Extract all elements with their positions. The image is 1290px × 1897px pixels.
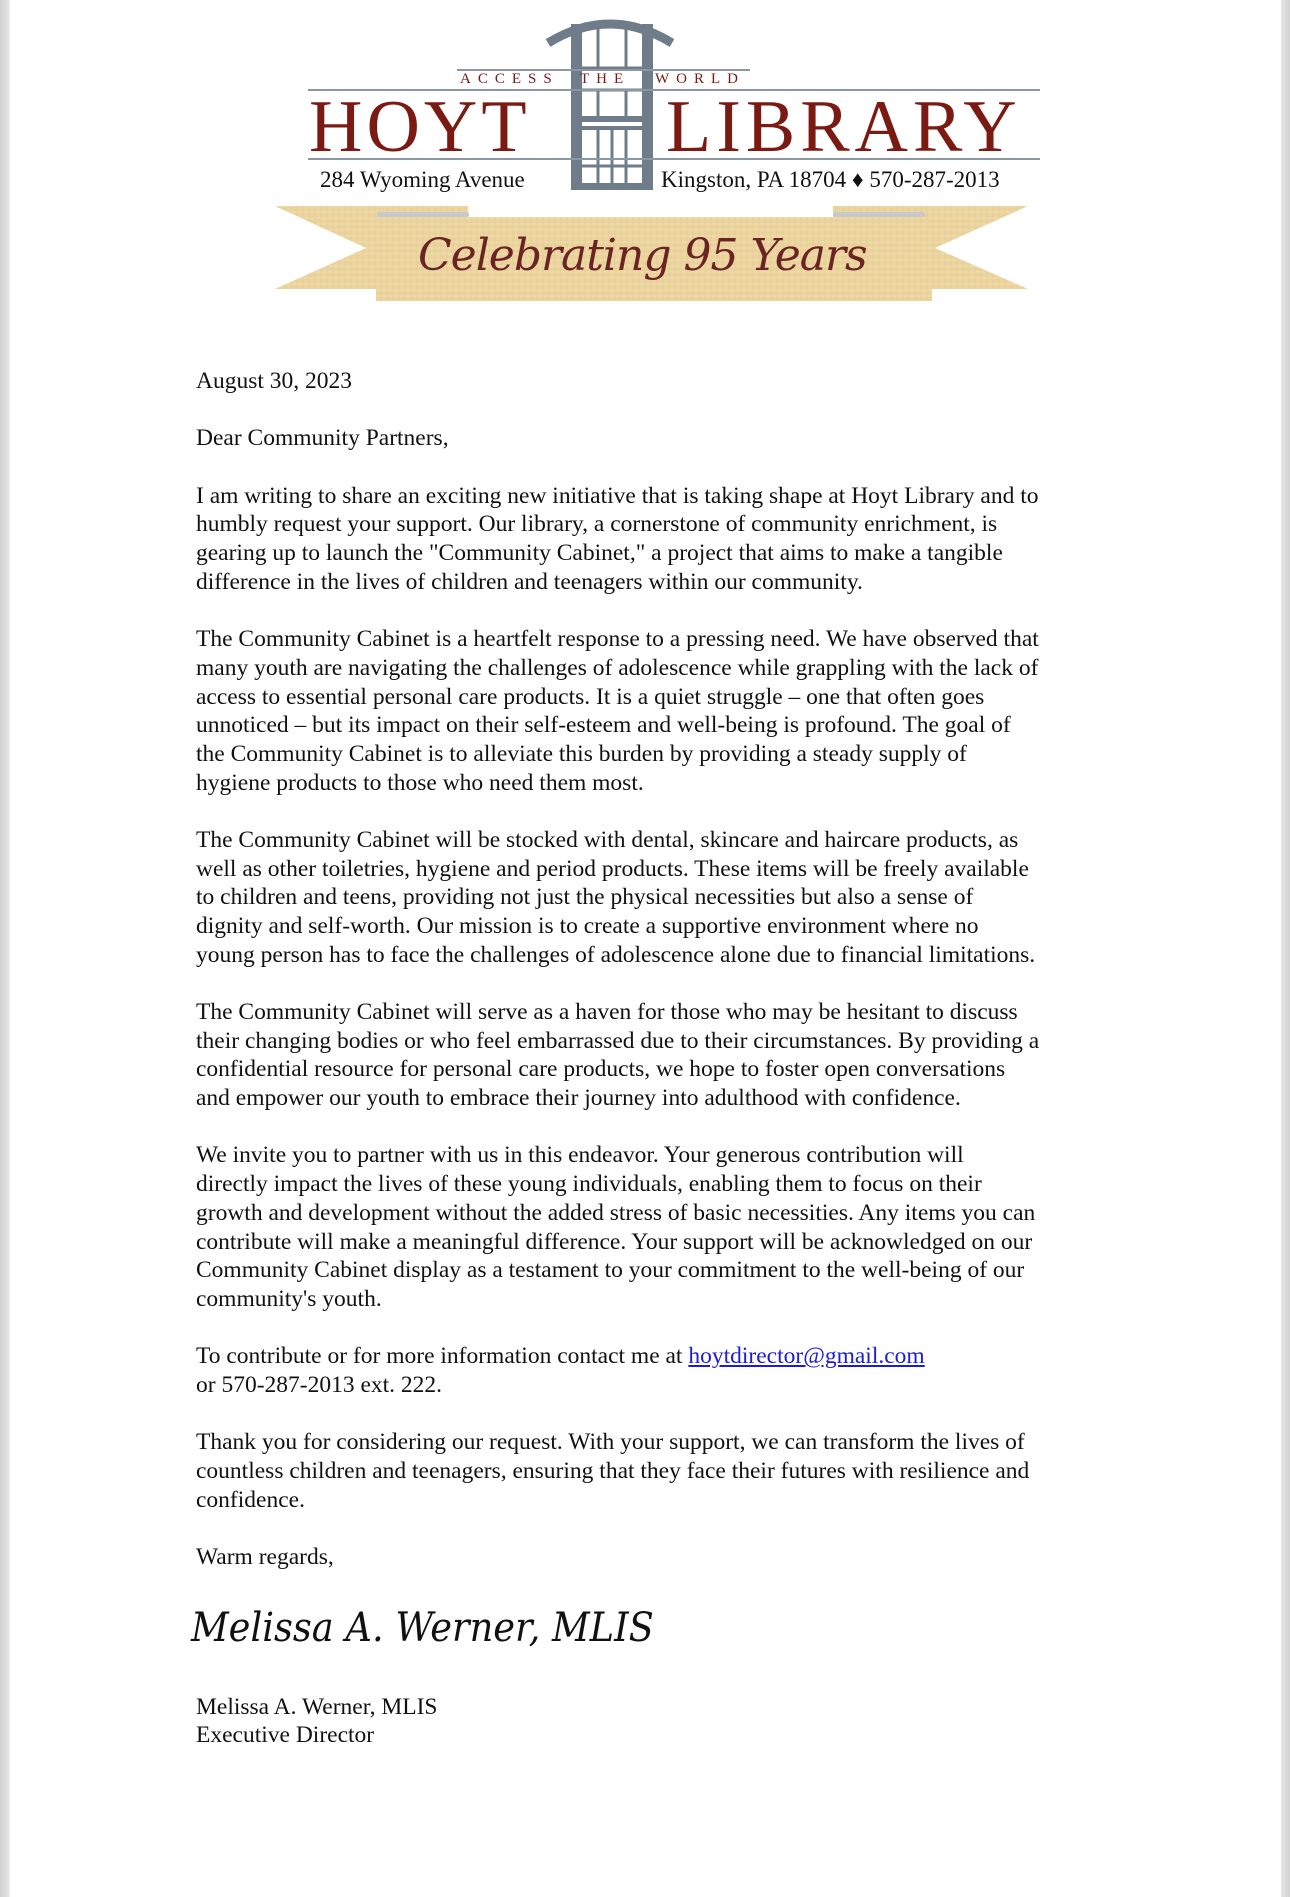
letter-body <box>196 367 1096 1600</box>
text-line: difference in the lives of children and teenagers within our community. <box>196 568 863 595</box>
salutation: Dear Community Partners, <box>196 425 449 452</box>
text-line: dignity and self-worth. Our mission is to create a supportive environment where no <box>196 913 979 939</box>
signature-block <box>196 1693 438 1749</box>
city-phone: Kingston, PA 18704 ♦ 570-287-2013 <box>661 167 1000 192</box>
letter-date: August 30, 2023 <box>196 368 353 394</box>
text-line: community's youth. <box>196 1285 382 1312</box>
valediction: Warm regards, <box>196 1544 334 1571</box>
letterhead <box>0 0 1290 310</box>
contact-prefix: To contribute or for more information contact me at <box>196 1343 689 1370</box>
text-line: countless children and teenagers, ensuring that they face their futures with resilience and <box>196 1458 1030 1484</box>
tagline-world: WORLD <box>655 71 745 87</box>
text-line: and empower our youth to embrace their journey into adulthood with confidence. <box>196 1085 961 1112</box>
banner-text: Celebrating 95 Years <box>418 230 867 281</box>
text-line: access to essential personal care products. It is a quiet struggle – one that often goes <box>196 683 985 710</box>
text-line: confidential resource for personal care products, we hope to foster open conversations <box>196 1056 1006 1083</box>
text-line: hygiene products to those who need them most. <box>196 769 644 796</box>
text-line: directly impact the lives of these young individuals, enabling them to focus on their <box>196 1171 982 1198</box>
text-line: to children and teens, providing not just the physical necessities but also a sense of <box>196 884 974 911</box>
signer-title: Executive Director <box>196 1722 375 1748</box>
text-line: contribute will make a meaningful difference. Your support will be acknowledged on our <box>196 1228 1033 1255</box>
text-line: gearing up to launch the "Community Cabinet," a project that aims to make a tangible <box>196 540 1003 567</box>
text-line: I am writing to share an exciting new initiative that is taking shape at Hoyt Library and to <box>196 482 1039 509</box>
contact-line <box>196 1342 1096 1371</box>
text-line: Community Cabinet display as a testament to your commitment to the well-being of our <box>196 1257 1025 1284</box>
text-line: the Community Cabinet is to alleviate this burden by providing a steady supply of <box>196 740 967 767</box>
text-line: The Community Cabinet will serve as a haven for those who may be hesitant to discuss <box>196 999 1018 1026</box>
contact-phone: or 570-287-2013 ext. 222. <box>196 1371 443 1398</box>
paragraph-invite <box>196 1141 1096 1313</box>
text-line: We invite you to partner with us in this endeavor. Your generous contribution will <box>196 1142 964 1169</box>
text-line: unnoticed – but its impact on their self-esteem and well-being is profound. The goal of <box>196 712 1011 739</box>
email-link[interactable]: hoytdirector@gmail.com <box>688 1343 925 1370</box>
paragraph-thanks <box>196 1428 1096 1514</box>
paragraph-stock <box>196 826 1096 969</box>
text-line: their changing bodies or who feel embarrassed due to their circumstances. By providing a <box>196 1027 1040 1054</box>
text-line: growth and development without the added stress of basic necessities. Any items you can <box>196 1199 1036 1226</box>
paragraph-intro <box>196 482 1096 597</box>
text-line: The Community Cabinet is a heartfelt response to a pressing need. We have observed that <box>196 626 1039 653</box>
brand-library: LIBRARY <box>666 86 1022 168</box>
text-line: The Community Cabinet will be stocked with dental, skincare and haircare products, as <box>196 826 1019 853</box>
paragraph-need <box>196 625 1096 797</box>
text-line: young person has to face the challenges of adolescence alone due to financial limitations. <box>196 941 1036 968</box>
text-line: many youth are navigating the challenges of adolescence while grappling with the lack of <box>196 654 1039 681</box>
tagline-the: THE <box>580 71 631 87</box>
paragraph-contact <box>196 1342 1096 1399</box>
handwritten-signature: Melissa A. Werner, MLIS <box>191 1605 654 1651</box>
text-line: Thank you for considering our request. With your support, we can transform the lives of <box>196 1429 1025 1456</box>
tagline-access: ACCESS <box>460 71 559 87</box>
paragraph-haven <box>196 998 1096 1113</box>
street-address: 284 Wyoming Avenue <box>320 167 525 192</box>
signer-name: Melissa A. Werner, MLIS <box>196 1694 438 1720</box>
text-line: confidence. <box>196 1486 305 1513</box>
text-line: well as other toiletries, hygiene and period products. These items will be freely available <box>196 855 1029 882</box>
text-line: humbly request your support. Our library, a cornerstone of community enrichment, is <box>196 511 998 538</box>
brand-hoyt: HOYT <box>309 86 531 168</box>
